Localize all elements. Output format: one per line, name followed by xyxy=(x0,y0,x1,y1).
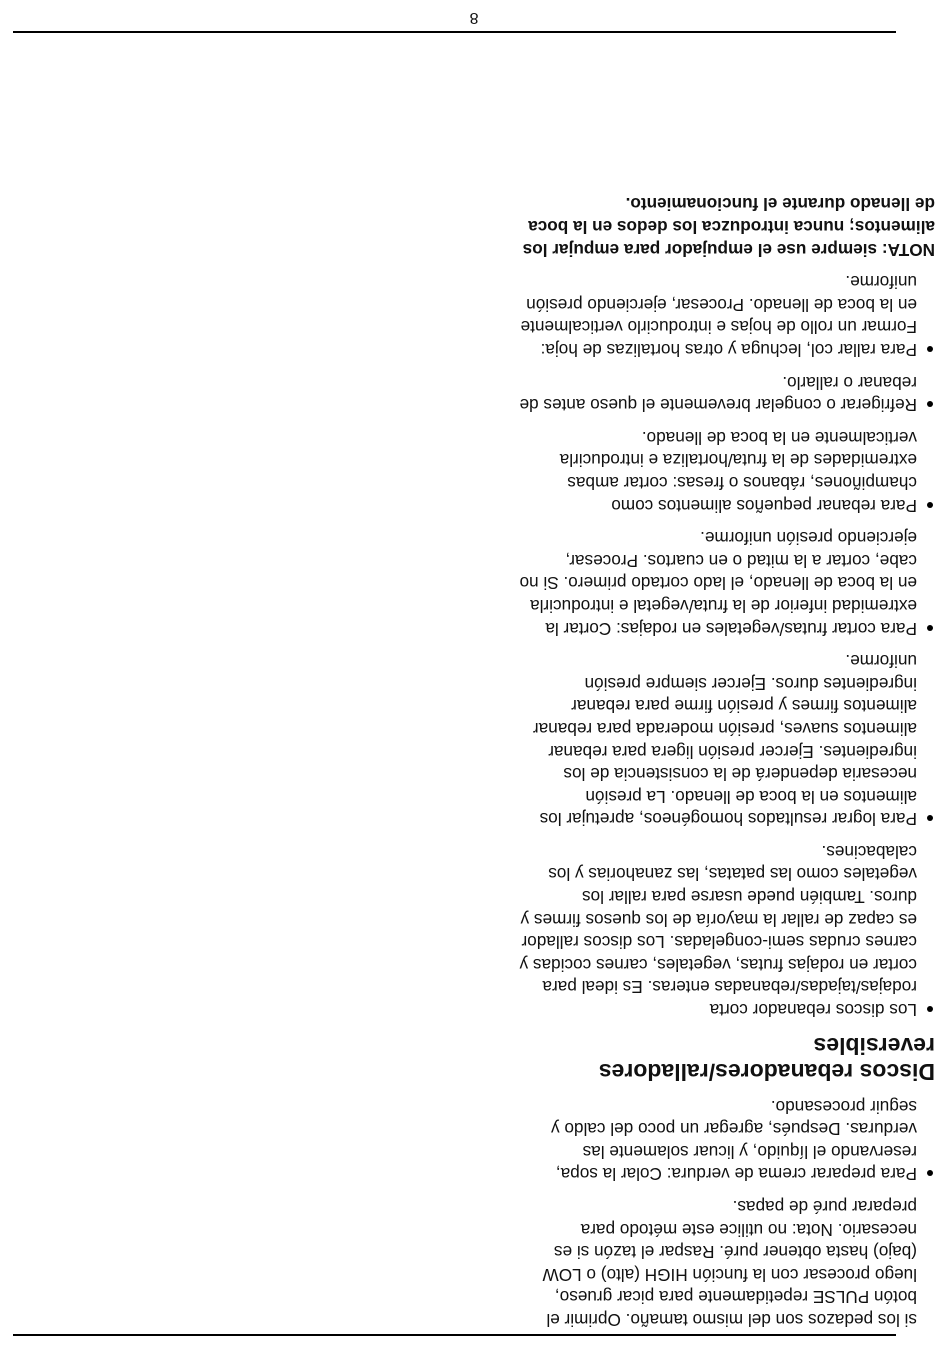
bullet-slicing-discs: Los discos rebanador corta rodajas/tajadas/rebanadas enteras. Es ideal para cortar en rodajas frutas, vegetales, carnes cocidas y carnes crudas semi-congeladas. Los discos rallador es capaz de rallar la mayoría de los quesos firmes y duros. También puede usarse para rallar los vegetales como las patatas, las zanahorias y los calabacines. xyxy=(515,840,935,1021)
bottom-rule xyxy=(13,1334,896,1336)
bullet-fruit-slices: Para cortar frutas/vegetales en rodajas: Cortar la extremidad inferior de la fruta/vegetal e introducirla en la boca de llenado, el lado cortado primero. Si no cabe, cortar a la mitad o en cuartos. Procesar, ejerciendo presión uniforme. xyxy=(515,527,935,640)
paragraph-continuation: si los pedazos son del mismo tamaño. Oprimir el botón PULSE repetidamente para picar grueso, luego procesar con la función HIGH (alto) o LOW (bajo) hasta obtener puré. Raspar el tazón si es necesario. Nota: no utilice este método para preparar puré de papas. xyxy=(542,1197,917,1330)
safety-note: NOTA: siempre use el empujador para empujar los alimentos; nunca introduzca los dedos en la boca de llenado durante el funcionamiento. xyxy=(522,194,935,260)
page-number: 8 xyxy=(469,9,479,26)
bullet-cheese: Refrigerar o congelar brevemente el queso antes de rebanar o rallarlo. xyxy=(515,371,935,416)
bullet-small-foods: Para rebanar pequeños alimentos como champiñones, rábanos o fresas: cortar ambas extremidades de la fruta/hortaliza e introducirla verticalmente en la boca de llenado. xyxy=(515,426,935,516)
bullet-leafy-vegetables: Para rallar col, lechuga y otras hortalizas de hoja: Formar un rollo de hojas e introducirlo verticalmente en la boca de llenado. Procesar, ejerciendo presión uniforme. xyxy=(515,271,935,361)
bullet-pressure: Para lograr resultados homogéneos, apretujar los alimentos en la boca de llenado. La presión necesaria dependerá de la consistencia de los ingredientes. Ejercer presión ligera para rebanar alimentos suaves, presión moderada para rebanar alimentos firmes y presión firme para rebanar ingredientes duros. Ejercer siempre presión uniforme. xyxy=(515,650,935,831)
top-rule xyxy=(13,31,896,33)
section-heading: Discos rebanadores/ralladores reversibles xyxy=(598,1033,935,1086)
page-content xyxy=(515,193,935,1331)
bullet-cream-soup: Para preparar crema de verdura: Colar la sopa, reservando el líquido, y licuar solamente las verduras. Después, agregar un poco del caldo y seguir procesando. xyxy=(515,1095,935,1185)
